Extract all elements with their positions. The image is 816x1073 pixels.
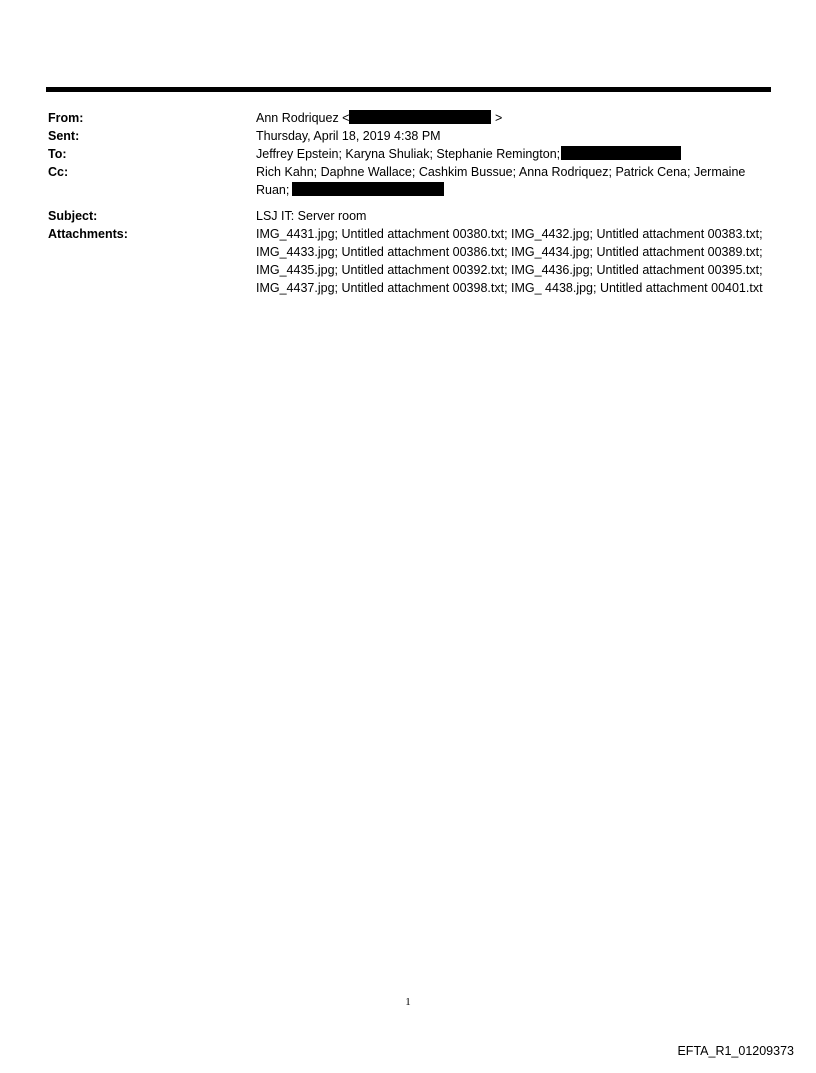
to-row [48,145,768,163]
cc-value [256,163,768,199]
redacted-cc-recipient [292,182,444,196]
to-value [256,145,768,163]
from-value [256,109,768,127]
to-recipients: Jeffrey Epstein; Karyna Shuliak; Stephanie Remington; [256,147,561,161]
to-label: To: [48,147,67,161]
subject-row [48,207,768,225]
subject-value: LSJ IT: Server room [256,209,367,223]
attachments-row [48,225,768,297]
cc-row [48,163,768,199]
header-divider [46,87,771,92]
cc-recipients: Rich Kahn; Daphne Wallace; Cashkim Bussue; Anna Rodriquez; Patrick Cena; Jermaine Ruan; [256,165,746,197]
sent-label: Sent: [48,129,80,143]
attachments-value: IMG_4431.jpg; Untitled attachment 00380.txt; IMG_4432.jpg; Untitled attachment 00383.txt; IMG_4433.jpg; Untitled attachment 00386.txt; IMG_4434.jpg; Untitled attachment 00389.txt; IMG_4435.jpg; Untitled attachment 00392.txt; IMG_4436.jpg; Untitled attachment 00395.txt; IMG_4437.jpg; Untitled attachment 00398.txt; IMG_ 4438.jpg; Untitled attachment 00401.txt [256,227,763,295]
cc-label: Cc: [48,165,69,179]
sent-value: Thursday, April 18, 2019 4:38 PM [256,129,441,143]
from-label: From: [48,111,84,125]
sent-row [48,127,768,145]
from-name: Ann Rodriquez < [256,111,350,125]
redacted-recipient [561,146,681,160]
email-header [48,109,768,297]
from-close: > [491,111,503,125]
redacted-email [349,110,491,124]
from-row [48,109,768,127]
attachments-label: Attachments: [48,227,128,241]
subject-label: Subject: [48,209,98,223]
document-id: EFTA_R1_01209373 [677,1044,794,1058]
page-number: 1 [405,996,411,1008]
